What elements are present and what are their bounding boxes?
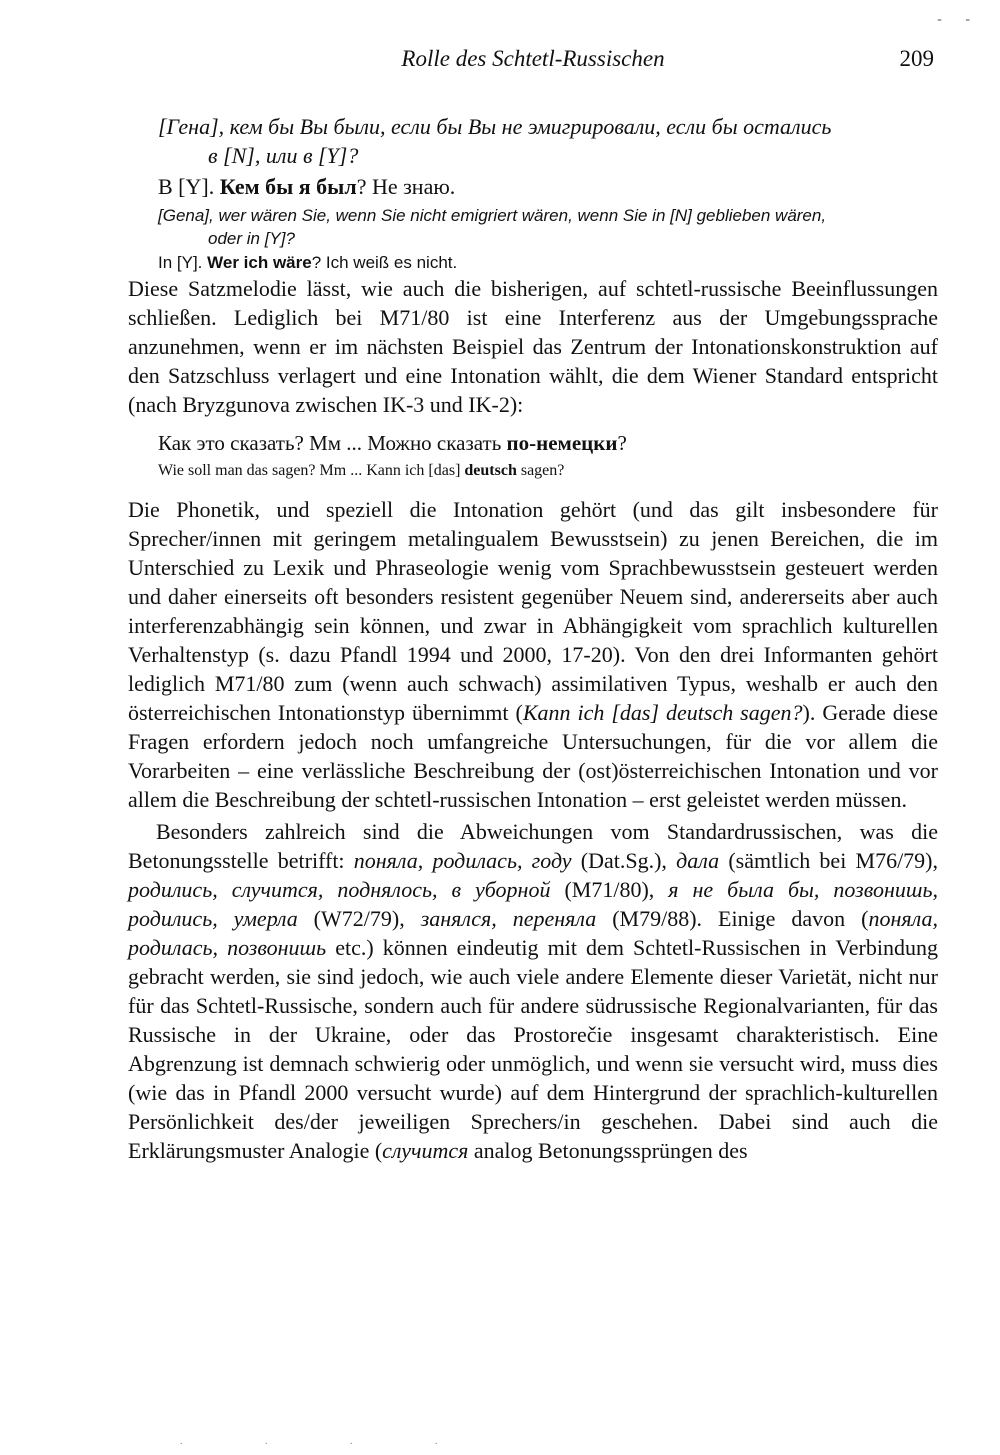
para3-i1: поняла, родилась, году bbox=[353, 848, 572, 873]
ru-answer-pre: В [Y]. bbox=[158, 174, 220, 199]
paragraph-2 bbox=[128, 495, 938, 814]
example-1-de-answer bbox=[158, 251, 938, 274]
ex2-de-post: sagen? bbox=[516, 462, 565, 479]
de-answer-emphasis: Wer ich wäre bbox=[207, 253, 312, 272]
para2-pre: Die Phonetik, und speziell die Intonation gehört (und das gilt insbesondere für Sprecher/innen mit geringem metalingualem Bewusstsein) zu jenen Bereichen, die im Unterschied zu Lexik und Phraseologie wenig vom Sprachbewusstsein gesteuert werden und daher einerseits oft besonders resistent gegenüber Neuem sind, andererseits aber auch interferenzabhängig sein können, und zwar in Abhängigkeit vom sprachlich kulturellen Verhaltenstyp (s. dazu Pfandl 1994 und 2000, 17-20). Von den drei Informanten gehört lediglich M71/80 zum (wenn auch schwach) assimilativen Typus, weshalb er auch den österreichischen Intonationstyp übernimmt ( bbox=[128, 497, 938, 725]
scan-dust-marks: . . . . bbox=[180, 1436, 478, 1447]
de-question-line-2: oder in [Y]? bbox=[208, 229, 295, 248]
de-answer-pre: In [Y]. bbox=[158, 253, 208, 272]
running-title: Rolle des Schtetl-Russischen bbox=[401, 46, 665, 71]
example-1-de-question bbox=[158, 204, 938, 250]
ru-question-line-1: [Гена], кем бы Вы были, если бы Вы не эмигрировали, если бы остались bbox=[158, 114, 832, 139]
para3-t4: (M71/80), bbox=[550, 877, 669, 902]
para3-i7: случится bbox=[382, 1138, 469, 1163]
scan-marks: - - bbox=[937, 12, 980, 27]
para3-t2: (Dat.Sg.), bbox=[571, 848, 677, 873]
ru-answer-post: ? Не знаю. bbox=[356, 174, 456, 199]
para3-t8: analog Betonungssprüngen des bbox=[468, 1138, 748, 1163]
para3-t6: (M79/88). Einige davon ( bbox=[596, 906, 869, 931]
ex2-ru-pre: Как это сказать? Мм ... Можно сказать bbox=[158, 431, 507, 455]
para3-i3: родились, случится, поднялось, в уборной bbox=[128, 877, 551, 902]
para2-italic: Kann ich [das] deutsch sagen? bbox=[522, 700, 803, 725]
ex2-de-emphasis: deutsch bbox=[464, 462, 517, 479]
para3-i5: занялся, переняла bbox=[420, 906, 597, 931]
example-1 bbox=[158, 112, 938, 274]
para3-t3: (sämtlich bei M76/79), bbox=[719, 848, 939, 873]
para3-i2: дала bbox=[676, 848, 720, 873]
para3-i4: я не была бы, позвонишь, родились, умерла bbox=[128, 877, 938, 931]
example-1-ru-answer bbox=[158, 172, 938, 201]
running-head bbox=[128, 46, 938, 80]
paragraph-3 bbox=[128, 817, 938, 1165]
ex2-de-pre: Wie soll man das sagen? Mm ... Kann ich [das] bbox=[158, 462, 465, 479]
para3-i6: поняла, родилась, позвонишь bbox=[128, 906, 938, 960]
ru-question-line-2: в [N], или в [Y]? bbox=[208, 143, 359, 168]
paragraph-1: Diese Satzmelodie lässt, wie auch die bisherigen, auf schtetl-russische Beeinflussungen schließen. Lediglich bei M71/80 ist eine Interferenz aus der Umgebungssprache anzunehmen, wenn er im nächsten Beispiel das Zentrum der Intonationskonstruktion auf den Satzschluss verlagert und eine Intonation wählt, die dem Wiener Standard entspricht (nach Bryzgunova zwischen IK-3 und IK-2): bbox=[128, 276, 938, 417]
ex2-ru-post: ? bbox=[617, 431, 627, 455]
ex2-ru-emphasis: по-немецки bbox=[506, 431, 618, 455]
ru-answer-emphasis: Кем бы я был bbox=[219, 174, 357, 199]
example-1-ru-question bbox=[158, 112, 938, 170]
example-2 bbox=[128, 429, 938, 483]
para3-t5: (W72/79), bbox=[297, 906, 421, 931]
example-2-de bbox=[158, 459, 938, 483]
page-number: 209 bbox=[899, 46, 934, 71]
para2-post: ). Gerade diese Fragen erfordern jedoch noch umfangreiche Untersuchungen, für die vor allem die Vorarbeiten – eine verlässliche Beschreibung der (ost)österreichischen Intonation und vor allem die Beschreibung der schtetl-russischen Intonation – erst geleistet werden müssen. bbox=[128, 700, 939, 812]
para3-t7: etc.) können eindeutig mit dem Schtetl-Russischen in Verbindung gebracht werden, sie sind jedoch, wie auch viele andere Elemente dieser Varietät, nicht nur für das Schtetl-Russische, sondern auch für andere südrussische Regionalvarianten, für das Russische in der Ukraine, oder das Prostorečie insgesamt charakteristisch. Eine Abgrenzung ist demnach schwierig oder unmöglich, und wenn sie versucht wird, muss dies (wie das in Pfandl 2000 versucht wurde) auf dem Hintergrund der sprachlich-kulturellen Persönlichkeit des/der jeweiligen Sprechers/in geschehen. Dabei sind auch die Erklärungsmuster Analogie ( bbox=[128, 935, 938, 1163]
para3-t1: Besonders zahlreich sind die Abweichungen vom Standardrussischen, was die Betonungsstelle betrifft: bbox=[128, 819, 938, 873]
example-2-ru bbox=[158, 429, 938, 457]
page-body bbox=[128, 112, 938, 1165]
de-question-line-1: [Gena], wer wären Sie, wenn Sie nicht emigriert wären, wenn Sie in [N] geblieben wären, bbox=[158, 206, 827, 225]
de-answer-post: ? Ich weiß es nicht. bbox=[311, 253, 458, 272]
